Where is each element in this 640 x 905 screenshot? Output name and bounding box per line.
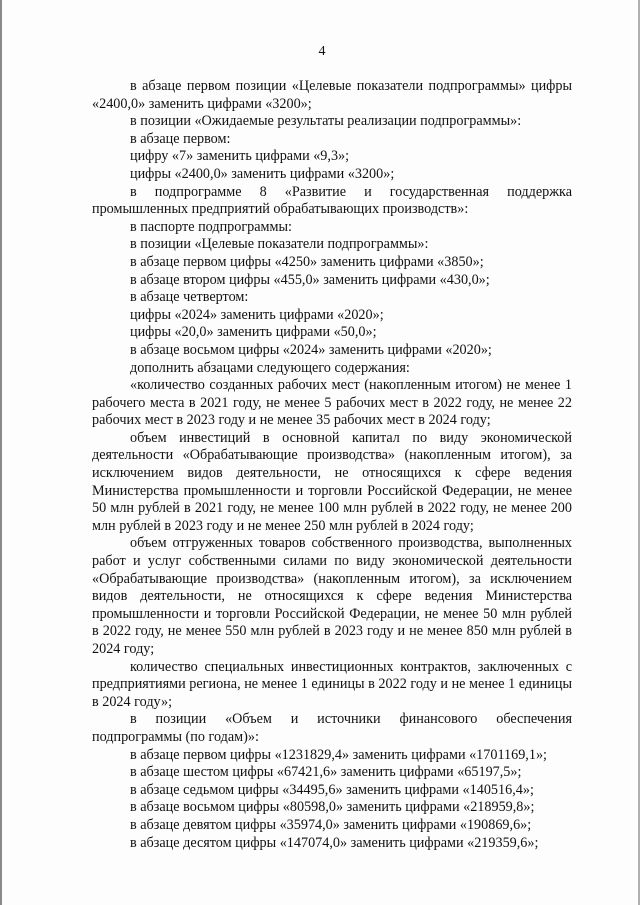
- paragraph: в абзаце втором цифры «455,0» заменить цифрами «430,0»;: [130, 271, 490, 288]
- paragraph: в подпрограмме 8 «Развитие и государственная поддержка промышленных предприятий обрабатывающих производств»:: [92, 183, 572, 218]
- paragraph: в абзаце седьмом цифры «34495,6» заменить цифрами «140516,4»;: [130, 781, 534, 798]
- paragraph: в паспорте подпрограммы:: [130, 218, 292, 235]
- paragraph: в позиции «Целевые показатели подпрограммы»:: [130, 236, 429, 253]
- paragraph: в абзаце шестом цифры «67421,6» заменить цифрами «65197,5»;: [130, 764, 522, 781]
- paragraph: в абзаце восьмом цифры «80598,0» заменить цифрами «218959,8»;: [130, 799, 535, 816]
- document-body: [92, 78, 572, 852]
- paragraph: объем отгруженных товаров собственного производства, выполненных работ и услуг собственными силами по виду экономической деятельности «Обрабатывающие производства» (накопленным итогом), за исключением видов деятельности, не относящихся к сфере ведения Министерства промышленности и торговли Российской Федерации, не менее 50 млн рублей в 2022 году, не менее 550 млн рублей в 2023 году и не менее 850 млн рублей в 2024 году;: [92, 535, 572, 657]
- paragraph: цифру «7» заменить цифрами «9,3»;: [130, 148, 350, 165]
- paragraph: в позиции «Объем и источники финансового обеспечения подпрограммы (по годам)»:: [92, 711, 572, 745]
- paragraph: в абзаце первом:: [130, 130, 231, 147]
- paragraph: дополнить абзацами следующего содержания:: [130, 359, 410, 376]
- page-number: 4: [318, 44, 326, 59]
- paragraph: «количество созданных рабочих мест (накопленным итогом) не менее 1 рабочего места в 2021 году, не менее 5 рабочих мест в 2022 году, не менее 22 рабочих мест в 2023 году и не менее 35 рабочих мест в 2024 году;: [92, 377, 572, 429]
- paragraph: в абзаце первом позиции «Целевые показатели подпрограммы» цифры «2400,0» заменить цифрами «3200»;: [92, 78, 572, 112]
- paragraph: в абзаце четвертом:: [130, 289, 249, 306]
- paragraph: объем инвестиций в основной капитал по виду экономической деятельности «Обрабатывающие производства» (накопленным итогом), за исключением видов деятельности, не относящихся к сфере ведения Министерства промышленности и торговли Российской Федерации, не менее 50 млн рублей в 2021 году, не менее 100 млн рублей в 2022 году, не менее 200 млн рублей в 2023 году и не менее 250 млн рублей в 2024 году;: [92, 429, 572, 534]
- paragraph: цифры «2400,0» заменить цифрами «3200»;: [130, 165, 395, 182]
- paragraph: в позиции «Ожидаемые результаты реализации подпрограммы»:: [130, 113, 522, 130]
- paragraph: в абзаце первом цифры «1231829,4» заменить цифрами «1701169,1»;: [130, 746, 547, 763]
- paragraph: в абзаце девятом цифры «35974,0» заменить цифрами «190869,6»;: [130, 816, 532, 833]
- paragraph: в абзаце первом цифры «4250» заменить цифрами «3850»;: [130, 253, 484, 270]
- paragraph: количество специальных инвестиционных контрактов, заключенных с предприятиями региона, не менее 1 единицы в 2022 году и не менее 1 единицы в 2024 году»;: [92, 658, 572, 710]
- paragraph: в абзаце десятом цифры «147074,0» заменить цифрами «219359,6»;: [130, 834, 539, 851]
- paragraph: цифры «2024» заменить цифрами «2020»;: [130, 306, 384, 323]
- paragraph: цифры «20,0» заменить цифрами «50,0»;: [130, 324, 377, 341]
- paragraph: в абзаце восьмом цифры «2024» заменить цифрами «2020»;: [130, 341, 492, 358]
